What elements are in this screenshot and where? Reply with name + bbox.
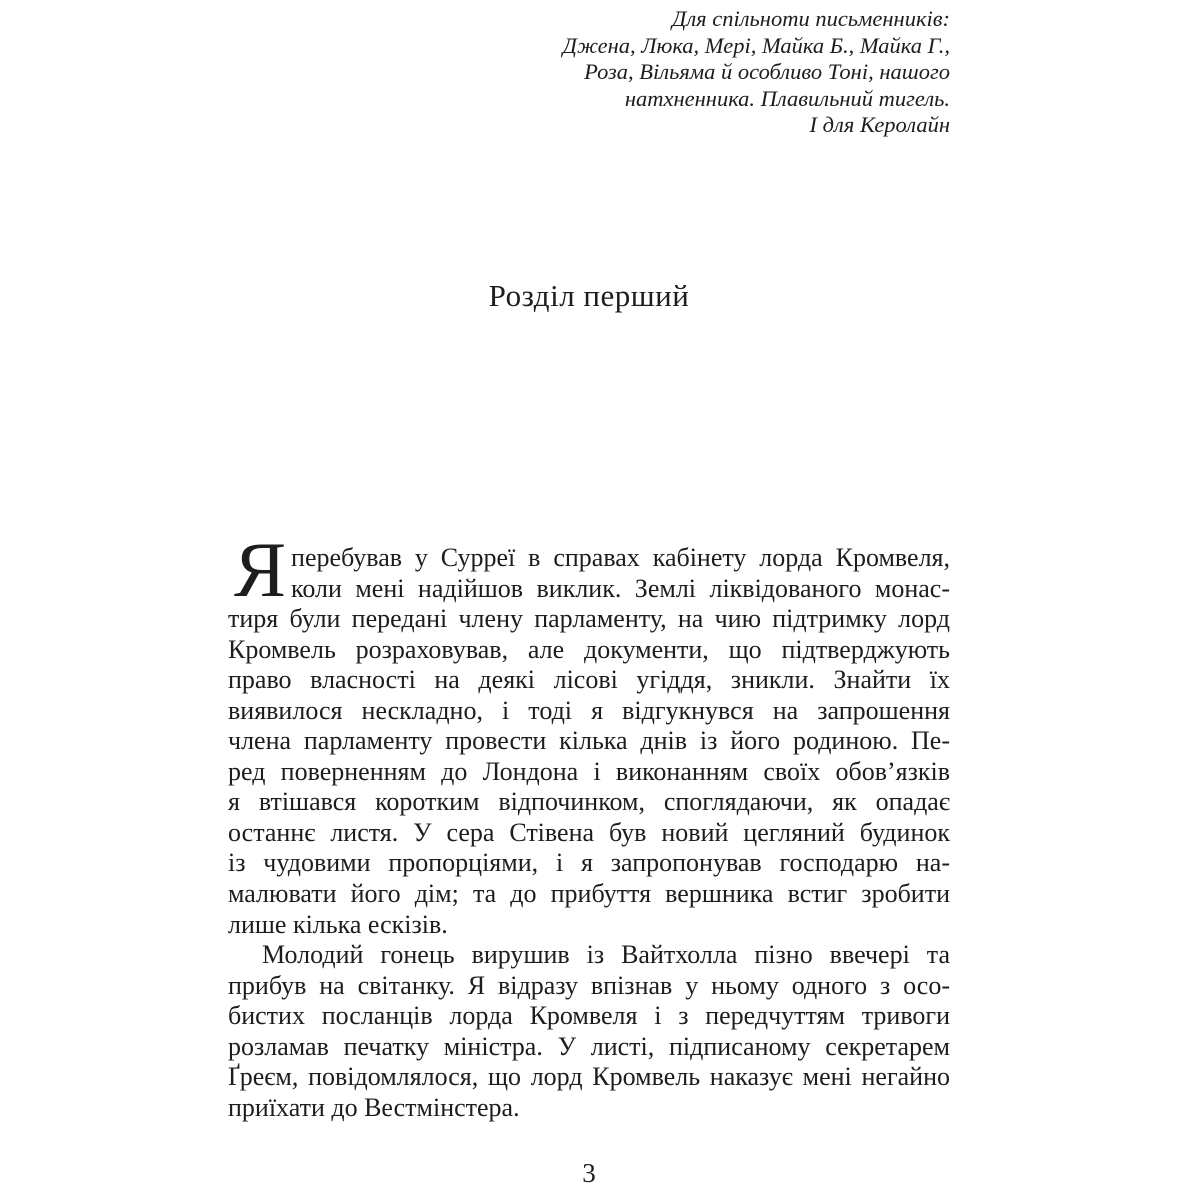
text-line: лише кілька ескізів. <box>228 909 448 939</box>
text-line: коли мені надійшов виклик. Землі ліквідованого монас- <box>291 573 950 603</box>
dedication-line: І для Керолайн <box>809 112 950 137</box>
dedication-line: натхненника. Плавильний тигель. <box>624 85 950 111</box>
text-line: ред поверненням до Лондона і виконанням своїх обов’язків <box>228 756 950 786</box>
paragraph <box>228 940 950 1123</box>
drop-cap: Я <box>234 526 287 613</box>
body-text <box>228 526 950 1123</box>
text-line: право власності на деякі лісові угіддя, зникли. Знайти їх <box>228 665 950 695</box>
text-line: перебував у Сурреї в справах кабінету лорда Кромвеля, <box>291 543 950 572</box>
text-line: останнє листя. У сера Стівена був новий цегляний будинок <box>228 817 950 847</box>
chapter-title: Розділ перший <box>488 278 690 313</box>
dedication-line: Для спільноти письменників: <box>672 6 950 31</box>
text-line: виявилося нескладно, і тоді я відгукнувся на запрошення <box>228 695 950 725</box>
text-line: Кромвель розраховував, але документи, що підтверджують <box>228 634 950 664</box>
paragraph <box>228 526 950 940</box>
text-line: розламав печатку міністра. У листі, підписаному секретарем <box>228 1031 950 1061</box>
dedication <box>350 6 950 139</box>
text-line: приїхати до Вестмінстера. <box>228 1092 520 1122</box>
text-line: тиря були передані члену парламенту, на чию підтримку лорд <box>228 604 950 634</box>
text-line: Молодий гонець вирушив із Вайтхолла пізно ввечері та <box>262 940 950 970</box>
text-line: члена парламенту провести кілька днів із його родиною. Пе- <box>228 726 950 756</box>
text-line: прибув на світанку. Я відразу впізнав у ньому одного з осо- <box>228 970 950 1000</box>
dedication-line: Джена, Люка, Мері, Майка Б., Майка Г., <box>562 32 950 58</box>
dedication-line: Роза, Вільяма й особливо Тоні, нашого <box>584 59 950 84</box>
text-line: Ґреєм, повідомлялося, що лорд Кромвель наказує мені негайно <box>228 1062 950 1092</box>
text-line: із чудовими пропорціями, і я запропонував господарю на- <box>228 848 950 878</box>
text-line: бистих посланців лорда Кромвеля і з передчуттям тривоги <box>228 1001 950 1031</box>
text-line: малювати його дім; та до прибуття вершника встиг зробити <box>228 879 950 909</box>
page-number: 3 <box>582 1158 596 1188</box>
text-line: я втішався коротким відпочинком, споглядаючи, як опадає <box>228 787 950 817</box>
